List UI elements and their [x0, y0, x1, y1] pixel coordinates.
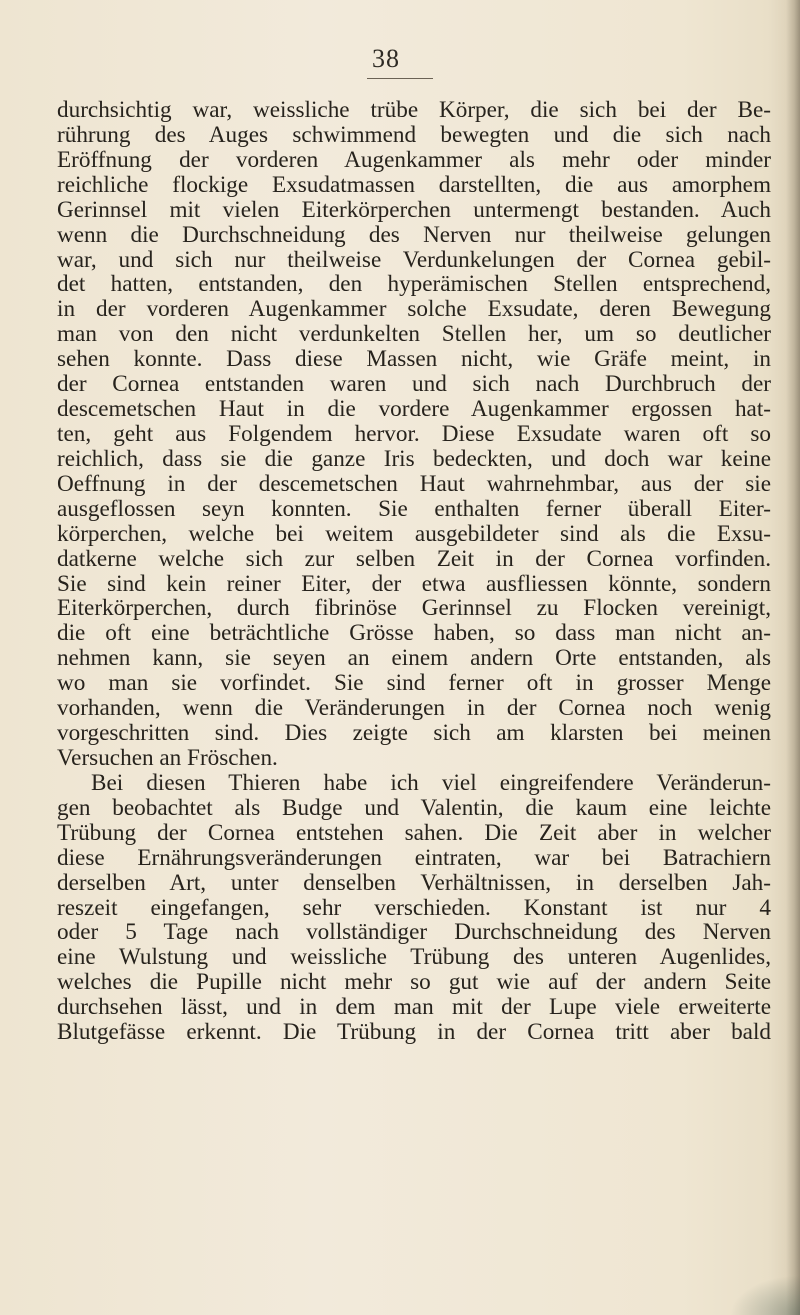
text-line: Blutgefässe erkennt. Die Trübung in der Cornea tritt aber bald: [57, 1019, 771, 1046]
text-line: nehmen kann, sie seyen an einem andern Orte entstanden, als: [57, 645, 771, 672]
text-line: vorgeschritten sind. Dies zeigte sich am klarsten bei meinen: [57, 720, 771, 747]
text-line: reichliche flockige Exsudatmassen darstellten, die aus amorphem: [57, 171, 771, 198]
text-line: Oeffnung in der descemetschen Haut wahrnehmbar, aus der sie: [57, 470, 771, 497]
text-line: oder 5 Tage nach vollständiger Durchschneidung des Nerven: [57, 919, 771, 946]
text-line: ten, geht aus Folgendem hervor. Diese Exsudate waren oft so: [57, 420, 771, 447]
text-line: Eiterkörperchen, durch fibrinöse Gerinnsel zu Flocken vereinigt,: [57, 595, 771, 622]
text-line: descemetschen Haut in die vordere Augenkammer ergossen hat-: [57, 396, 771, 423]
text-line: derselben Art, unter denselben Verhältnissen, in derselben Jah-: [57, 869, 771, 896]
text-line: Trübung der Cornea entstehen sahen. Die Zeit aber in welcher: [57, 819, 771, 846]
text-line: ausgeflossen seyn konnten. Sie enthalten ferner überall Eiter-: [57, 495, 771, 522]
text-line: war, und sich nur theilweise Verdunkelungen der Cornea gebil-: [57, 246, 771, 273]
page-edge-shadow: [786, 0, 800, 1315]
text-line: welches die Pupille nicht mehr so gut wie auf der andern Seite: [57, 969, 771, 996]
text-line: rührung des Auges schwimmend bewegten und die sich nach: [57, 121, 771, 148]
body-text: [57, 98, 771, 1045]
text-line: Versuchen an Fröschen.: [57, 744, 278, 771]
text-line: man von den nicht verdunkelten Stellen her, um so deutlicher: [57, 321, 771, 348]
text-line: reichlich, dass sie die ganze Iris bedeckten, und doch war keine: [57, 445, 771, 472]
text-line: die oft eine beträchtliche Grösse haben, so dass man nicht an-: [57, 620, 771, 647]
text-line: Gerinnsel mit vielen Eiterkörperchen untermengt bestanden. Auch: [57, 196, 771, 223]
text-line: reszeit eingefangen, sehr verschieden. Konstant ist nur 4: [57, 894, 771, 921]
text-line: durchsehen lässt, und in dem man mit der Lupe viele erweiterte: [57, 994, 771, 1021]
text-line: wenn die Durchschneidung des Nerven nur theilweise gelungen: [57, 221, 771, 248]
text-line: eine Wulstung und weissliche Trübung des unteren Augenlides,: [57, 944, 771, 971]
text-line: datkerne welche sich zur selben Zeit in der Cornea vorfinden.: [57, 545, 771, 572]
corner-stain: [730, 1275, 800, 1315]
header-rule: [367, 78, 433, 79]
paragraph: [57, 771, 771, 1045]
paragraph: [57, 98, 771, 771]
text-line: durchsichtig war, weissliche trübe Körper, die sich bei der Be-: [57, 97, 771, 123]
text-line: in der vorderen Augenkammer solche Exsudate, deren Bewegung: [57, 296, 771, 323]
text-line: körperchen, welche bei weitem ausgebildeter sind als die Exsu-: [57, 520, 771, 547]
page-number: 38: [372, 44, 400, 73]
text-line: diese Ernährungsveränderungen eintraten, war bei Batrachiern: [57, 844, 771, 871]
text-line: gen beobachtet als Budge und Valentin, die kaum eine leichte: [57, 794, 771, 821]
text-line: der Cornea entstanden waren und sich nach Durchbruch der: [57, 371, 771, 398]
text-line: Eröffnung der vorderen Augenkammer als mehr oder minder: [57, 146, 771, 173]
text-line: vorhanden, wenn die Veränderungen in der Cornea noch wenig: [57, 695, 771, 722]
text-line: wo man sie vorfindet. Sie sind ferner oft in grosser Menge: [57, 670, 771, 697]
text-line: sehen konnte. Dass diese Massen nicht, wie Gräfe meint, in: [57, 346, 771, 373]
text-line: det hatten, entstanden, den hyperämischen Stellen entsprechend,: [57, 271, 771, 298]
text-line: Bei diesen Thieren habe ich viel eingreifendere Veränderun-: [91, 769, 771, 796]
text-line: Sie sind kein reiner Eiter, der etwa ausfliessen könnte, sondern: [57, 570, 771, 597]
